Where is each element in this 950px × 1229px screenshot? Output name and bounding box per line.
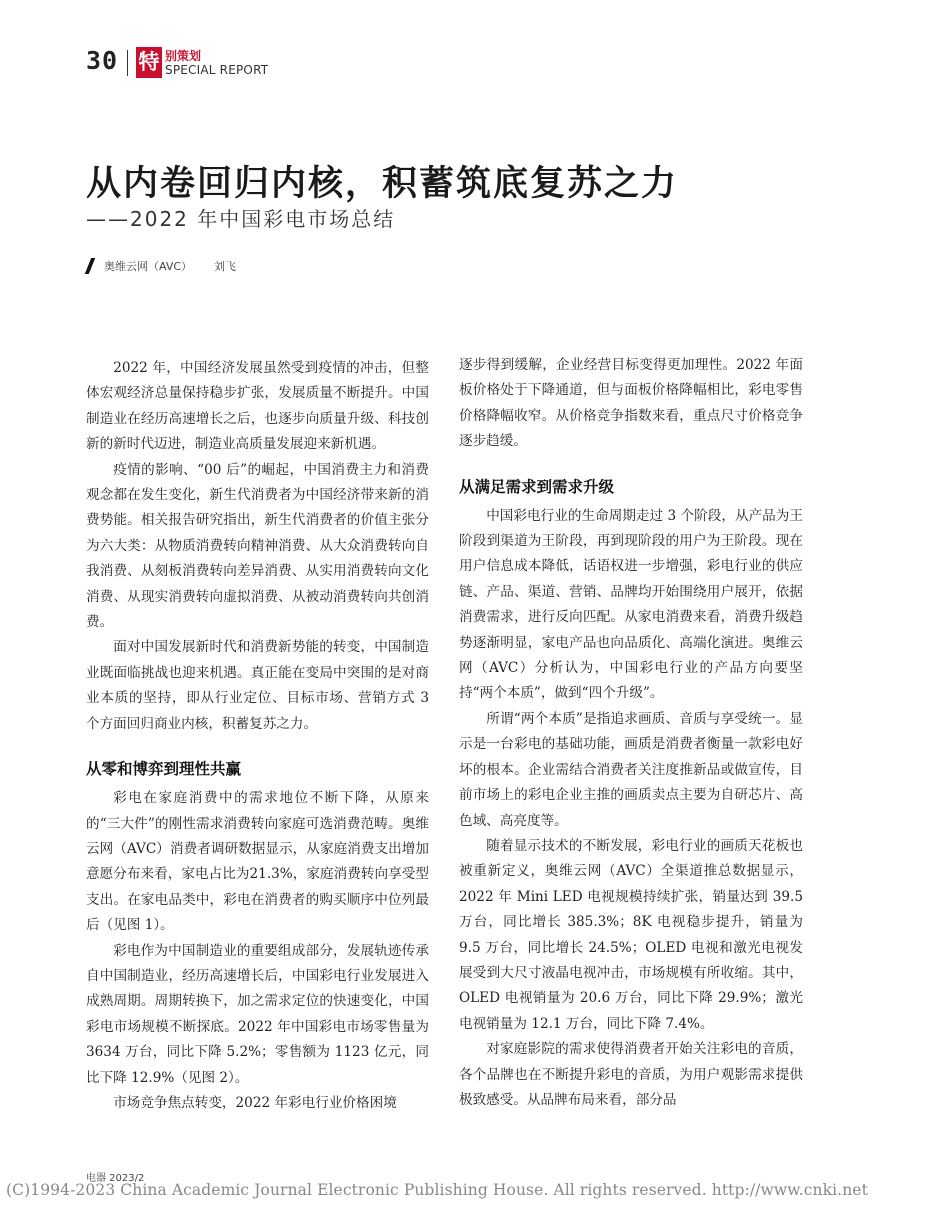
article-subtitle: ——2022 年中国彩电市场总结 xyxy=(86,207,396,231)
byline xyxy=(88,258,236,274)
paragraph: 面对中国发展新时代和消费新势能的转变，中国制造业既面临挑战也迎来机遇。真正能在变局中突围的是对商业本质的坚持，即从行业定位、目标市场、营销方式 3 个方面回归商业内核，积蓄复苏之力。 xyxy=(86,639,429,732)
paragraph: 对家庭影院的需求使得消费者开始关注彩电的音质，各个品牌也在不断提升彩电的音质，为用户观影需求提供极致感受。从品牌布局来看，部分品 xyxy=(459,1041,803,1108)
paragraph: 随着显示技术的不断发展，彩电行业的画质天花板也被重新定义，奥维云网（AVC）全渠道推总数据显示，2022 年 Mini LED 电视规模持续扩张，销量达到 39.5 万台，同比增长 385.3%；8K 电视稳步提升，销量为 9.5 万台，同比增长 24.5%；OLED 电视和激光电视发展受到大尺寸液晶电视冲击，市场规模有所收缩。其中，OLED 电视销量为 20.6 万台，同比下降 29.9%；激光电视销量为 12.1 万台，同比下降 7.4%。 xyxy=(459,837,803,1032)
copyright-line: (C)1994-2023 China Academic Journal Electronic Publishing House. All rights reserved. http://www.cnki.net xyxy=(6,1181,868,1199)
paragraph: 疫情的影响、“00 后”的崛起，中国消费主力和消费观念都在发生变化，新生代消费者为中国经济带来新的消费势能。相关报告研究指出，新生代消费者的价值主张分为六大类：从物质消费转向精神消费、从大众消费转向自我消费、从刻板消费转向差异消费、从实用消费转向文化消费、从现实消费转向虚拟消费、从被动消费转向共创消费。 xyxy=(86,461,429,631)
section-name-en: SPECIAL REPORT xyxy=(165,63,269,77)
section-mark: 特 xyxy=(136,47,162,78)
journal-footer: 电器 2023/2 xyxy=(86,1173,145,1184)
slash-icon xyxy=(85,258,95,274)
right-column xyxy=(459,353,803,1113)
section-name-cn: 别策划 xyxy=(165,49,202,63)
section-heading: 从零和博弈到理性共赢 xyxy=(86,760,242,779)
paragraph: 市场竞争焦点转变，2022 年彩电行业价格困境 xyxy=(113,1094,397,1111)
paragraph: 所谓“两个本质”是指追求画质、音质与享受统一。显示是一台彩电的基础功能，画质是消费者衡量一款彩电好坏的根本。企业需结合消费者关注度推新品或做宣传，目前市场上的彩电企业主推的画质卖点主要为自研芯片、高色域、高亮度等。 xyxy=(459,710,803,829)
article-title: 从内卷回归内核，积蓄筑底复苏之力 xyxy=(86,164,679,204)
header-divider xyxy=(127,50,128,76)
paragraph: 彩电在家庭消费中的需求地位不断下降，从原来的“三大件”的刚性需求消费转向家庭可选消费范畴。奥维云网（AVC）消费者调研数据显示，从家庭消费支出增加意愿分布来看，家电占比为21.3%，家庭消费转向享受型支出。在家电品类中，彩电在消费者的购买顺序中位列最后（见图 1）。 xyxy=(86,790,429,934)
paragraph: 中国彩电行业的生命周期走过 3 个阶段，从产品为王阶段到渠道为王阶段，再到现阶段的用户为王阶段。现在用户信息成本降低，话语权进一步增强，彩电行业的供应链、产品、渠道、营销、品牌均开始围绕用户展开，依据消费需求，进行反向匹配。从家电消费来看，消费升级趋势逐渐明显，家电产品也向品质化、高端化演进。奥维云网（AVC）分析认为，中国彩电行业的产品方向要坚持“两个本质”，做到“四个升级”。 xyxy=(459,507,803,702)
byline-author: 刘飞 xyxy=(214,260,237,273)
section-heading: 从满足需求到需求升级 xyxy=(459,477,615,496)
byline-org: 奥维云网（AVC） xyxy=(104,260,193,273)
paragraph: 彩电作为中国制造业的重要组成部分，发展轨迹传承自中国制造业，经历高速增长后，中国彩电行业发展进入成熟周期。周期转换下，加之需求定位的快速变化，中国彩电市场规模不断探底。2022 年中国彩电市场零售量为 3634 万台，同比下降 5.2%；零售额为 1123 亿元，同比下降 12.9%（见图 2）。 xyxy=(86,942,429,1086)
paragraph: 逐步得到缓解，企业经营目标变得更加理性。2022 年面板价格处于下降通道，但与面板价格降幅相比，彩电零售价格降幅收窄。从价格竞争指数来看，重点尺寸价格竞争逐步趋缓。 xyxy=(459,357,803,450)
paragraph: 2022 年，中国经济发展虽然受到疫情的冲击，但整体宏观经济总量保持稳步扩张，发展质量不断提升。中国制造业在经历高速增长之后，也逐步向质量升级、科技创新的新时代迈进，制造业高质量发展迎来新机遇。 xyxy=(86,360,429,453)
left-column xyxy=(86,356,429,1116)
page-number: 30 xyxy=(86,46,119,75)
